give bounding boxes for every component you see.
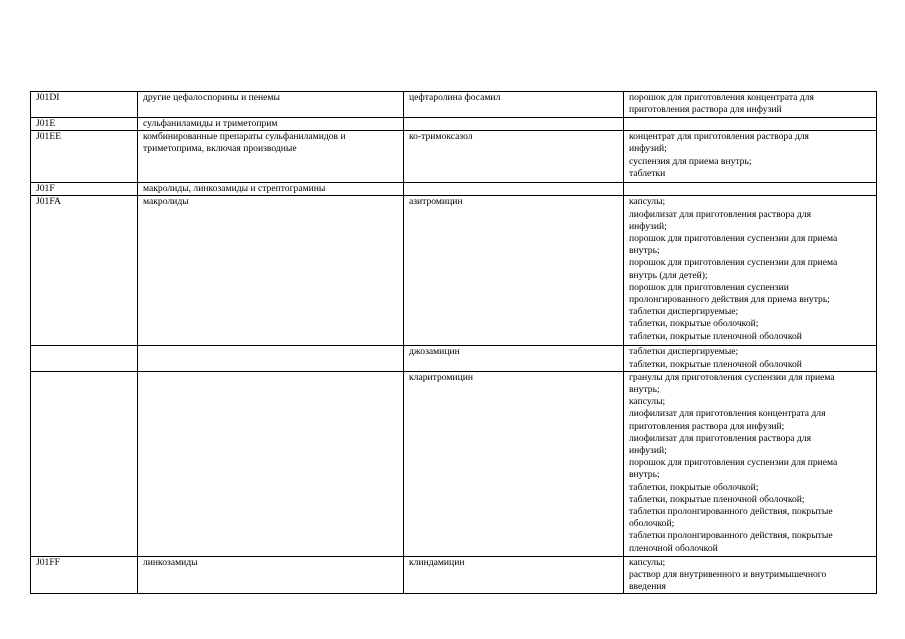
dosage-form-line: таблетки, покрытые пленочной оболочкой; bbox=[629, 493, 805, 505]
dosage-form-line: приготовления раствора для инфузий; bbox=[629, 420, 785, 432]
dosage-form-line: порошок для приготовления суспензии для приема bbox=[629, 257, 838, 269]
drug-name-cell: кларитромицин bbox=[404, 371, 624, 556]
dosage-forms-cell bbox=[624, 92, 877, 118]
drug-name-cell bbox=[404, 183, 624, 196]
dosage-forms-cell bbox=[624, 183, 877, 196]
drug-name-cell: ко-тримоксазол bbox=[404, 131, 624, 183]
dosage-form-line: инфузий; bbox=[629, 220, 667, 232]
dosage-form-line: внутрь; bbox=[629, 384, 660, 396]
table-row bbox=[31, 118, 877, 131]
group-name-cell bbox=[138, 92, 404, 118]
atc-code-cell: J01EE bbox=[31, 131, 138, 183]
dosage-form-line: таблетки пролонгированного действия, покрытые bbox=[629, 506, 833, 518]
dosage-form-line: таблетки, покрытые оболочкой; bbox=[629, 481, 759, 493]
dosage-forms-cell bbox=[624, 371, 877, 556]
group-name-cell bbox=[138, 556, 404, 594]
dosage-form-line: порошок для приготовления суспензии для приема bbox=[629, 233, 838, 245]
group-name-cell bbox=[138, 196, 404, 346]
dosage-form-line: таблетки пролонгированного действия, покрытые bbox=[629, 530, 833, 542]
group-name-line: триметоприма, включая производные bbox=[143, 143, 297, 155]
drug-classification-table bbox=[30, 91, 877, 594]
dosage-form-line: таблетки, покрытые пленочной оболочкой bbox=[629, 330, 802, 342]
dosage-form-line: порошок для приготовления суспензии для приема bbox=[629, 457, 838, 469]
drug-name-cell bbox=[404, 118, 624, 131]
atc-code-cell: J01DI bbox=[31, 92, 138, 118]
dosage-form-line: суспензия для приема внутрь; bbox=[629, 155, 752, 167]
dosage-form-line: инфузий; bbox=[629, 445, 667, 457]
table-row bbox=[31, 346, 877, 371]
dosage-forms-cell bbox=[624, 556, 877, 594]
drug-name-cell: цефтаролина фосамил bbox=[404, 92, 624, 118]
table-body bbox=[31, 92, 877, 594]
dosage-forms-cell bbox=[624, 118, 877, 131]
table-row bbox=[31, 371, 877, 556]
dosage-forms-cell bbox=[624, 196, 877, 346]
dosage-form-line: концентрат для приготовления раствора для bbox=[629, 131, 809, 143]
atc-code-cell: J01FF bbox=[31, 556, 138, 594]
group-name-cell bbox=[138, 346, 404, 371]
dosage-form-line: таблетки, покрытые пленочной оболочкой bbox=[629, 358, 802, 370]
dosage-form-line: внутрь; bbox=[629, 245, 660, 257]
dosage-form-line: приготовления раствора для инфузий bbox=[629, 104, 782, 116]
drug-name-cell: джозамицин bbox=[404, 346, 624, 371]
atc-code-cell: J01FA bbox=[31, 196, 138, 346]
atc-code-cell: J01F bbox=[31, 183, 138, 196]
dosage-form-line: лиофилизат для приготовления раствора для bbox=[629, 208, 811, 220]
table-row bbox=[31, 196, 877, 346]
dosage-form-line: лиофилизат для приготовления раствора для bbox=[629, 432, 811, 444]
table-row bbox=[31, 183, 877, 196]
dosage-form-line: порошок для приготовления суспензии bbox=[629, 281, 789, 293]
atc-code-cell bbox=[31, 371, 138, 556]
table-row bbox=[31, 92, 877, 118]
dosage-form-line: таблетки диспергируемые; bbox=[629, 306, 739, 318]
drug-name-cell: клиндамицин bbox=[404, 556, 624, 594]
group-name-cell bbox=[138, 118, 404, 131]
drug-name-cell: азитромицин bbox=[404, 196, 624, 346]
dosage-form-line: капсулы; bbox=[629, 556, 666, 568]
group-name-line: линкозамиды bbox=[143, 556, 198, 568]
group-name-line: макролиды, линкозамиды и стрептограмины bbox=[143, 183, 326, 195]
dosage-form-line: лиофилизат для приготовления концентрата для bbox=[629, 408, 826, 420]
dosage-form-line: таблетки диспергируемые; bbox=[629, 346, 739, 358]
group-name-cell bbox=[138, 183, 404, 196]
dosage-form-line: пролонгированного действия для приема внутрь; bbox=[629, 294, 830, 306]
group-name-cell bbox=[138, 131, 404, 183]
group-name-cell bbox=[138, 371, 404, 556]
dosage-forms-cell bbox=[624, 131, 877, 183]
dosage-form-line: введения bbox=[629, 581, 666, 593]
dosage-forms-cell bbox=[624, 346, 877, 371]
dosage-form-line: капсулы; bbox=[629, 196, 666, 208]
dosage-form-line: инфузий; bbox=[629, 143, 667, 155]
group-name-line: другие цефалоспорины и пенемы bbox=[143, 92, 280, 103]
table-row bbox=[31, 131, 877, 183]
dosage-form-line: внутрь (для детей); bbox=[629, 269, 708, 281]
dosage-form-line: капсулы; bbox=[629, 396, 666, 408]
dosage-form-line: оболочкой; bbox=[629, 518, 675, 530]
dosage-form-line: раствор для внутривенного и внутримышечного bbox=[629, 569, 827, 581]
atc-code-cell bbox=[31, 346, 138, 371]
dosage-form-line: пленочной оболочкой bbox=[629, 542, 718, 554]
dosage-form-line: гранулы для приготовления суспензии для приема bbox=[629, 371, 835, 383]
group-name-line: сульфаниламиды и триметоприм bbox=[143, 118, 278, 129]
dosage-form-line: порошок для приготовления концентрата для bbox=[629, 92, 814, 103]
dosage-form-line: таблетки, покрытые оболочкой; bbox=[629, 318, 759, 330]
group-name-line: комбинированные препараты сульфаниламидов и bbox=[143, 131, 346, 143]
atc-code-cell: J01E bbox=[31, 118, 138, 131]
dosage-form-line: таблетки bbox=[629, 167, 666, 179]
group-name-line: макролиды bbox=[143, 196, 189, 208]
table-row bbox=[31, 556, 877, 594]
dosage-form-line: внутрь; bbox=[629, 469, 660, 481]
